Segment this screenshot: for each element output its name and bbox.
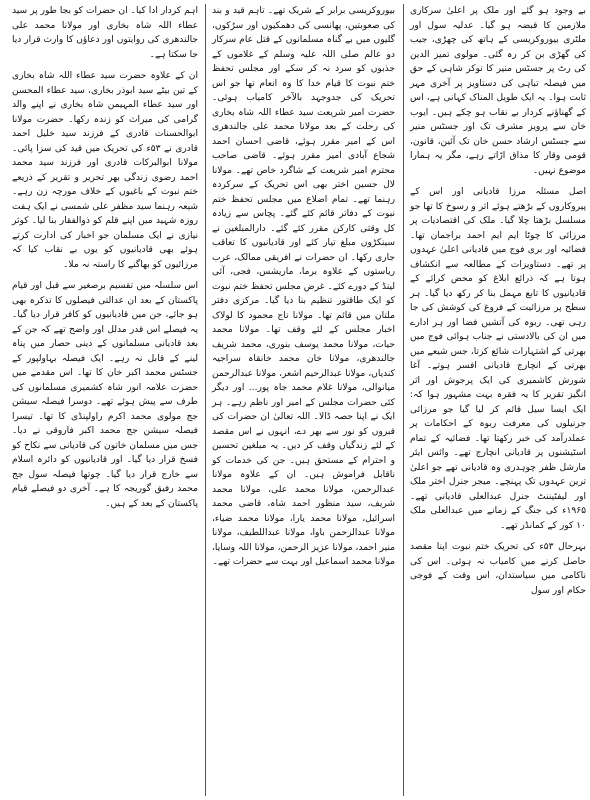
paragraph: اس سلسلہ میں تقسیم برصغیر سے قبل اور قیام پاکستان کے بعد ان عدالتی فیصلوں کا تذکرہ بھی ہو جائے، جن میں قادیانیوں کو کافر قرار دیا گیا۔ یہ فیصلے اس قدر مدلل اور واضح تھے کہ جن کے بعد قادیانی مسلمانوں کے دینی حصار میں پناہ لینے کے قابل نہ رہے۔ ایک فیصلہ بہاولپور کے جسٹس محمد اکبر خان کا تھا۔ اس مقدمے میں حضرت علامہ انور شاہ کشمیری مسلمانوں کی طرف سے پیش ہوئے تھے۔ دوسرا فیصلہ سیشن جج مولوی محمد اکرم راولپنڈی کا تھا۔ تیسرا فیصلہ سیشن جج محمد اکبر فاروقی نے دیا۔ جس میں مسلمان خاتون کی قادیانی سے نکاح کو فسخ قرار دیا گیا۔ اور قادیانیوں کو دائرہ اسلام سے خارج قرار دیا گیا۔ چوتھا فیصلہ سول جج محمد رفیق گوریجہ کا ہے۔ آخری دو فیصلے قیام پاکستان کے بعد کے ہیں۔ [12, 281, 198, 509]
paragraph: بہرحال ۵۳ء کی تحریک ختم نبوت اپنا مقصد حاصل کرنے میں کامیاب نہ ہوئی۔ اس کی ناکامی میں سیاستدان، اس وقت کے فوجی حکام اور سول [410, 542, 586, 596]
article-column-middle [212, 4, 395, 577]
article-column-right [410, 4, 586, 605]
paragraph: اصل مسئلہ مرزا قادیانی اور اس کے پیروکاروں کے بڑھتے ہوئے اثر و رسوخ کا تھا جو مسلسل بڑھتا چلا گیا۔ ملک کی اقتصادیات پر مرزائی کا چوٹا ایم ایم احمد براجمان تھا۔ فضائیہ اور بری فوج میں قادیانی اعلیٰ عہدوں پر تھے۔ دستاویزات کے مطالعہ سے انکشاف ہوتا ہے کہ ذرائع ابلاغ کو محض کرائے کے قادیانیوں کا تابع مہمل بنا کر رکھ دیا گیا۔ ہر سطح پر مرزائیت کے فروغ کی کوشش کی جا رہی تھی۔ ربوہ کی آتشیں فضا اور ہر ادارے میں ان کی بالادستی نے جناب ہوائی فوج میں بھرتی کے اشتہارات شائع کرتا، جس شیعے میں بھرتی کے انچارج قادیانی افسر ہوتے۔ آغا شورش کاشمیری کی ایک پرجوش اور اثر انگیز تقریر کا یہ فقرہ بہت مشہور ہوا کہ: ایک ایسا سیل قائم کر لیا گیا جو مرزائی جرنیلوں کی معرفت ربوہ کے احکامات پر عملدرآمد کی خبر رکھتا تھا۔ فضائیہ کے تمام اسٹیشنوں پر قادیانی انچارج تھے۔ وائس ایئر مارشل ظفر چوہدری وہ قادیانی تھے جو اعلیٰ ترین عہدوں تک پہنچے۔ میجر جنرل اختر ملک اور لیفٹیننٹ جنرل عبدالعلی قادیانی تھے۔ ۱۹۶۵ء کی جنگ کے زمانے میں عبدالعلی ملک ۱۰ کور کے کمانڈر تھے۔ [410, 187, 586, 531]
paragraph: بیوروکریسی برابر کے شریک تھے۔ تاہم قید و بند کی صعوبتیں، پھانسی کی دھمکیوں اور سڑکوں، گلیوں میں بے گناہ مسلمانوں کے قتل عام سرکار دو عالم صلی اللہ علیہ وسلم کے غلاموں کے جذبوں کو سرد نہ کر سکے اور مجلس تحفظ ختم نبوت کا قیام خدا کا وہ انعام تھا جو اس تحریک کی جدوجہد بالآخر کامیاب ہوئی۔ حضرت امیر شریعت سید عطاء اللہ شاہ بخاری کی رحلت کے بعد مولانا محمد علی جالندھری اس کے امیر مقرر ہوئے، قاضی احسان احمد شجاع آبادی امیر مقرر ہوئے۔ قاضی صاحب محترم امیر شریعت کے شاگرد خاص تھے۔ مولانا لال حسین اختر بھی اس تحریک کے سرکردہ رہنما تھے۔ تمام اضلاع میں مجلس تحفظ ختم نبوت کے دفاتر قائم کئے گئے۔ پچاس سے زیادہ کل وقتی کارکن مقرر کئے گئے۔ دارالمبلغین نے سینکڑوں مبلغ تیار کئے اور قادیانیوں کا تعاقب جاری رکھا۔ ان حضرات نے افریقی ممالک، عرب ریاستوں کے علاوہ برما، ماریشس، فجی، آئی لینڈ کے دورے کئے۔ غرض مجلس تحفظ ختم نبوت کو ایک طاقتور تنظیم بنا دیا گیا۔ مرکزی دفتر ملتان میں قائم تھا۔ مولانا تاج محمود کا لولاک اخبار مجلس کے لئے وقف تھا۔ مولانا محمد حیات، مولانا محمد یوسف بنوری، محمد شریف جالندھری، مولانا خان محمد خانقاہ سراجیہ کندیاں، مولانا عبدالرحیم اشعر، مولانا عبدالرحمن میانوالی، مولانا غلام محمد جاہ پور... اور دیگر کئی حضرات مجلس کے امیر اور ناظم رہے۔ ہر ایک نے اپنا حصہ ڈالا۔ اللہ تعالیٰ ان حضرات کی قبروں کو نور سے بھر دے، انہوں نے اس مقصد کے لئے زندگیاں وقف کر دیں۔ یہ مبلغین تحسین و احترام کے مستحق ہیں۔ جن کی خدمات کو ناقابل فراموش ہیں۔ ان کے علاوہ مولانا عبدالرحمن، مولانا محمد علی، مولانا محمد شریف، سید منظور احمد شاہ، قاضی محمد اسرائیل، مولانا محمد یارا، مولانا محمد ضیاء، مولانا عبدالرحمن باوا، مولانا عبداللطیف، مولانا منیر احمد، مولانا عزیز الرحمن، مولانا اللہ وسایا، مولانا محمد اسماعیل اور بہت سے حضرات تھے۔ [212, 6, 395, 567]
paragraph: بے وجود ہو گئے اور ملک پر اعلیٰ سرکاری ملازمین کا قبضہ ہو گیا۔ عدلیہ سول اور ملٹری بیوروکریسی کے ہاتھ کی چھڑی، جیب کی گھڑی بن کر رہ گئی۔ مولوی تمیز الدین کی رٹ پر جسٹس منیر کا نوکر شاہی کے حق میں فیصلہ تباہی کی دستاویز پر آخری مہر ثابت ہوا۔ یہ ایک طویل المناک کہانی ہے، اس کے گھناؤنے کردار بے نقاب ہو چکے ہیں۔ ایوب خان سے پرویز مشرف تک اور جسٹس منیر سے جسٹس ارشاد حسن خان تک آئین، قانون، قومی وقار کا مذاق اڑاتے رہے، مگر یہ ہمارا موضوع نہیں۔ [410, 6, 586, 176]
column-divider [205, 4, 206, 796]
article-column-left [12, 4, 198, 518]
paragraph: اہم کردار ادا کیا۔ ان حضرات کو بجا طور پر سید عطاء اللہ شاہ بخاری اور مولانا محمد علی جالندھری کی روایتوں اور دعاؤں کا وارث قرار دیا جا سکتا ہے۔ [12, 6, 198, 60]
paragraph: ان کے علاوہ حضرت سید عطاء اللہ شاہ بخاری کے تین بیٹے سید ابوذر بخاری، سید عطاء المحسن اور سید عطاء المہیمن شاہ بخاری نے اپنے والد گرامی کی میراث کو زندہ رکھا۔ حضرت مولانا ابوالحسنات قادری کے فرزند سید خلیل احمد قادری نے ۵۳ء کی تحریک میں قید کی سزا پائی۔ مولانا ابوالبرکات قادری اور فرزند سید محمد احمد رضوی زندگی بھر تحریر و تقریر کے ذریعے ختم نبوت کے باغیوں کے خلاف مورچہ زن رہے۔ شیعہ رہنما سید مظفر علی شمسی نے ایک ہفت روزہ شہید میں اپنے قلم کو ذوالفقار بنا لیا۔ کوثر نیازی نے ایک مسلمان جو اخبار کی ادارت کرتے ہوئے بھی قادیانیوں کو یوں بے نقاب کیا کہ مرزائیوں کو بھاگنے کا راستہ نہ ملا۔ [12, 71, 198, 270]
column-divider [403, 4, 404, 796]
